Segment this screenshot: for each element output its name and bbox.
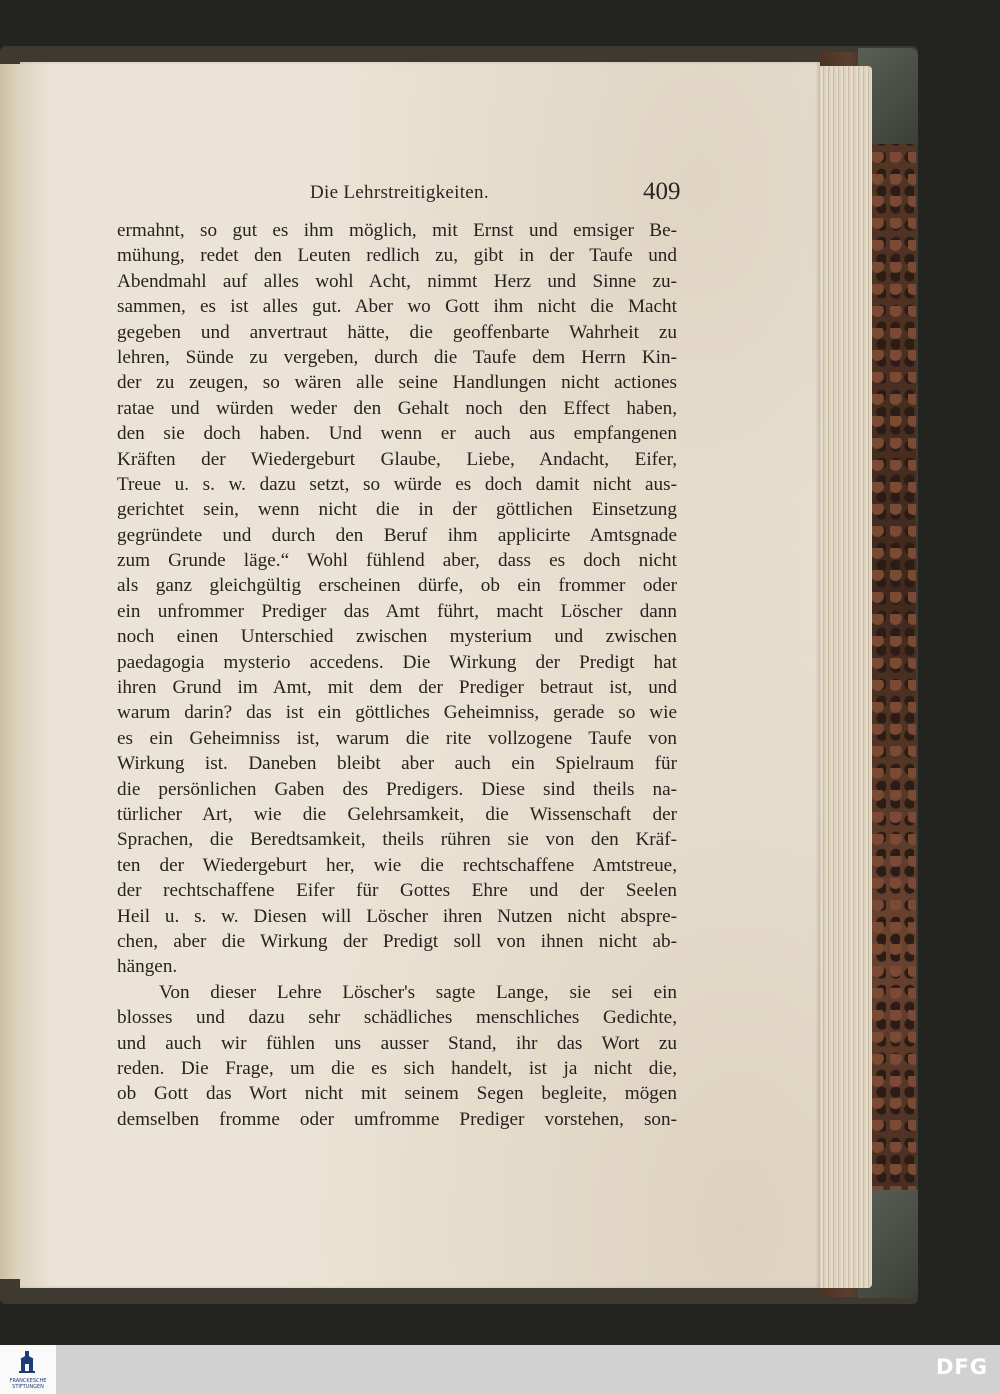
text-line: Kräften der Wiedergeburt Glaube, Liebe, Andacht, Eifer, [117,448,677,470]
running-head: Die Lehrstreitigkeiten. [310,182,489,203]
text-line: und auch wir fühlen uns ausser Stand, ihr das Wort zu [117,1032,677,1054]
text-line: blosses und dazu sehr schädliches menschliches Gedichte, [117,1007,677,1029]
text-line: gerichtet sein, wenn nicht die in der göttlichen Einsetzung [117,499,677,521]
text-line: Abendmahl auf alles wohl Acht, nimmt Herz und Sinne zu- [117,270,677,292]
text-line: demselben fromme oder umfromme Prediger vorstehen, son- [117,1108,677,1130]
page-header [20,178,680,210]
text-line: ratae und würden weder den Gehalt noch den Effect haben, [117,397,677,419]
text-line: Sprachen, die Beredtsamkeit, theils rühren sie von den Kräf- [117,829,677,851]
page-number: 409 [643,178,681,205]
text-line: die persönlichen Gaben des Predigers. Diese sind theils na- [117,778,677,800]
text-line: als ganz gleichgültig erscheinen dürfe, ob ein frommer oder [117,575,677,597]
logo-label: FRANCKESCHE STIFTUNGEN [9,1378,47,1390]
text-line: ermahnt, so gut es ihm möglich, mit Ernst und emsiger Be- [117,220,677,241]
text-line: gegründete und durch den Beruf ihm applicirte Amtsgnade [117,524,677,546]
text-line: lehren, Sünde zu vergeben, durch die Taufe dem Herrn Kin- [117,346,677,368]
institution-logo [0,1345,56,1394]
text-line: Heil u. s. w. Diesen will Löscher ihren Nutzen nicht abspre- [117,905,677,927]
text-line: chen, aber die Wirkung der Predigt soll von ihnen nicht ab- [117,930,677,952]
text-line: den sie doch haben. Und wenn er auch aus empfangenen [117,423,677,445]
text-line: ten der Wiedergeburt her, wie die rechtschaffene Amtstreue, [117,854,677,876]
text-line: gegeben und anvertraut hätte, die geoffenbarte Wahrheit zu [117,321,677,343]
text-line: der rechtschaffene Eifer für Gottes Ehre und der Seelen [117,880,677,902]
text-line: ihren Grund im Amt, mit dem der Prediger betraut ist, und [117,677,677,699]
text-line: reden. Die Frage, um die es sich handelt, ist ja nicht die, [117,1057,677,1079]
text-line: warum darin? das ist ein göttliches Geheimniss, gerade so wie [117,702,677,724]
text-line: zum Grunde läge.“ Wohl fühlend aber, dass es doch nicht [117,550,677,572]
text-line: ein unfrommer Prediger das Amt führt, macht Löscher dann [117,600,677,622]
viewer-footer-bar [0,1345,1000,1394]
text-line: der zu zeugen, so wären alle seine Handlungen nicht actiones [117,372,677,394]
text-line: türlicher Art, wie die Gelehrsamkeit, die Wissenschaft der [117,803,677,825]
text-line-paragraph-end: hängen. [117,956,178,978]
text-line: noch einen Unterschied zwischen mysterium und zwischen [117,626,677,648]
dfg-logo: DFG [935,1355,988,1379]
body-text [117,218,677,1132]
text-line: paedagogia mysterio accedens. Die Wirkung der Predigt hat [117,651,677,673]
text-line: mühung, redet den Leuten redlich zu, gibt in der Taufe und [117,245,677,267]
text-line: ob Gott das Wort nicht mit seinem Segen begleite, mögen [117,1083,677,1105]
text-line: es ein Geheimniss ist, warum die rite vollzogene Taufe von [117,727,677,749]
text-line-paragraph-start: Von dieser Lehre Löscher's sagte Lange, sie sei ein [159,981,677,1003]
building-icon [18,1351,36,1373]
marbled-board [872,130,916,1290]
text-line: sammen, es ist alles gut. Aber wo Gott ihm nicht die Macht [117,296,677,318]
text-line: Treue u. s. w. dazu setzt, so würde es doch damit nicht aus- [117,473,677,495]
facing-page-edge [0,64,22,1279]
text-line: Wirkung ist. Daneben bleibt aber auch ein Spielraum für [117,753,677,775]
